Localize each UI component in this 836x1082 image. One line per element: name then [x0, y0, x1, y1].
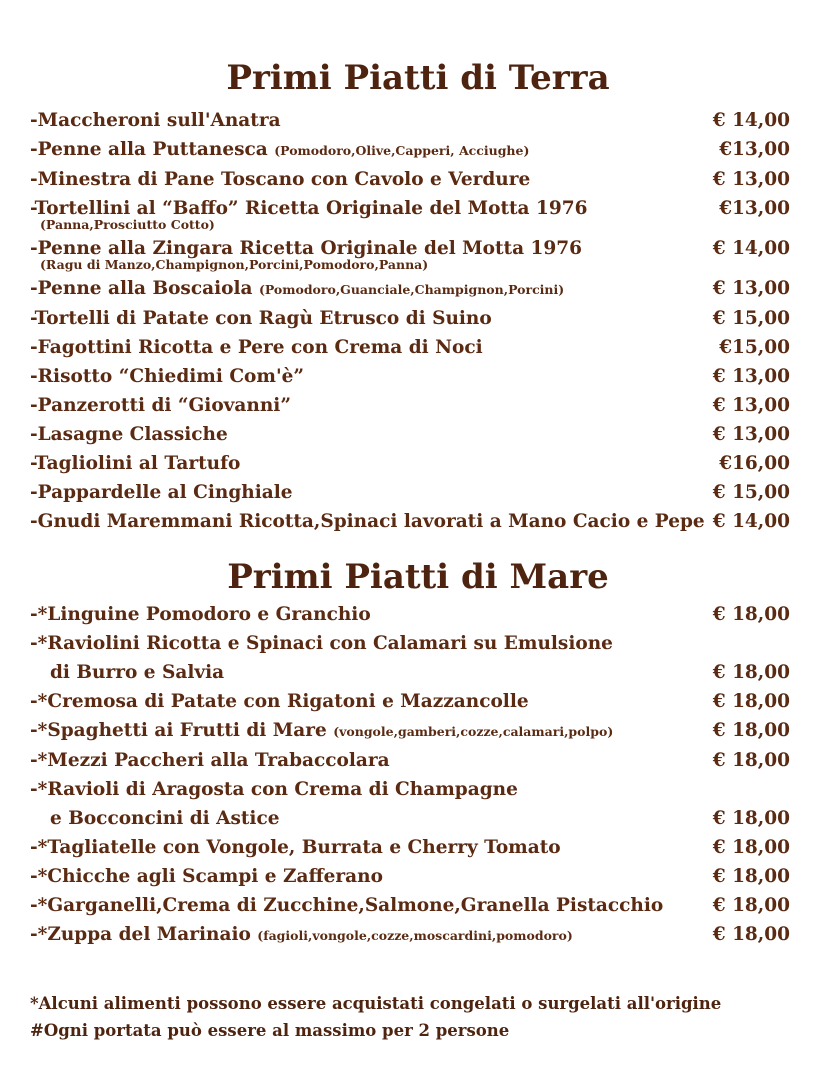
menu-item-line [30, 687, 790, 716]
menu-item-line [30, 629, 790, 658]
menu-item-line [30, 891, 790, 920]
dish-name: -*Spaghetti ai Frutti di Mare [30, 720, 327, 741]
dish-name-wrap [30, 862, 383, 891]
dish-name: -*Ravioli di Aragosta con Crema di Champagne [30, 779, 518, 800]
dish-name: -*Linguine Pomodoro e Granchio [30, 604, 371, 625]
dish-name: -*Cremosa di Patate con Rigatoni e Mazzancolle [30, 691, 529, 712]
dish-name: -Pappardelle al Cinghiale [30, 482, 293, 503]
dish-name: -Lasagne Classiche [30, 424, 228, 445]
menu-item [30, 833, 790, 862]
dish-name: -Penne alla Boscaiola [30, 278, 253, 299]
dish-name: -Penne alla Zingara Ricetta Originale del Motta 1976 [30, 238, 583, 259]
menu-item [30, 862, 790, 891]
dish-name: -Penne alla Puttanesca [30, 139, 268, 160]
dish-name: -Tagliolini al Tartufo [30, 453, 241, 474]
menu-item-line [30, 449, 790, 478]
dish-name: -Panzerotti di “Giovanni” [30, 395, 291, 416]
dish-price: € 13,00 [712, 424, 790, 445]
menu-item-line [30, 333, 790, 362]
dish-price: € 15,00 [712, 482, 790, 503]
menu-item [30, 600, 790, 629]
dish-price: € 14,00 [712, 511, 790, 532]
dish-price: € 13,00 [712, 395, 790, 416]
menu-item-continuation [30, 658, 790, 687]
menu-item [30, 478, 790, 507]
dish-name-wrap [30, 106, 281, 135]
dish-name: -Risotto “Chiedimi Com'è” [30, 366, 305, 387]
dish-name: -Maccheroni sull'Anatra [30, 110, 281, 131]
dish-price: € 18,00 [712, 866, 790, 887]
dish-name: -*Garganelli,Crema di Zucchine,Salmone,Granella Pistacchio [30, 895, 664, 916]
menu-item [30, 687, 790, 716]
dish-name-wrap [30, 449, 240, 478]
menu-item [30, 333, 790, 362]
dish-name: -*Raviolini Ricotta e Spinaci con Calamari su Emulsione [30, 633, 613, 654]
dish-name: -Tortellini al “Baffo” Ricetta Originale del Motta 1976 [30, 198, 588, 219]
footnote-frozen: *Alcuni alimenti possono essere acquistati congelati o surgelati all'origine [30, 994, 722, 1013]
dish-price: € 13,00 [712, 278, 790, 299]
menu-item-line [30, 478, 790, 507]
dish-name: -Gnudi Maremmani Ricotta,Spinaci lavorati a Mano Cacio e Pepe [30, 511, 705, 532]
menu-item-line [30, 274, 790, 304]
menu-item [30, 106, 790, 135]
dish-price: € 18,00 [712, 691, 790, 712]
dish-name-wrap [30, 507, 705, 536]
footnote-portion: #Ogni portata può essere al massimo per 2 persone [30, 1021, 510, 1040]
dish-description: (vongole,gamberi,cozze,calamari,polpo) [333, 724, 614, 739]
menu-item [30, 775, 790, 833]
menu-item [30, 629, 790, 687]
dish-name-wrap [30, 333, 483, 362]
dish-price: € 14,00 [712, 238, 790, 259]
menu-item-line [30, 600, 790, 629]
menu-item-line [30, 391, 790, 420]
menu-item-line [30, 304, 790, 333]
dish-price: € 18,00 [712, 808, 790, 829]
menu-item [30, 420, 790, 449]
dish-name-wrap [30, 165, 530, 194]
dish-price: € 13,00 [712, 169, 790, 190]
dish-name-wrap [30, 600, 371, 629]
dish-name-wrap [30, 891, 663, 920]
dish-name: -*Mezzi Paccheri alla Trabaccolara [30, 750, 390, 771]
dish-name-wrap [30, 135, 529, 165]
menu-item-line [30, 746, 790, 775]
menu-item-line [30, 833, 790, 862]
menu-item [30, 920, 790, 950]
menu-item [30, 304, 790, 333]
dish-price: € 18,00 [712, 895, 790, 916]
dish-name: -*Zuppa del Marinaio [30, 924, 251, 945]
dish-price: € 18,00 [712, 924, 790, 945]
menu-item-line [30, 106, 790, 135]
dish-name: -Tortelli di Patate con Ragù Etrusco di Suino [30, 308, 492, 329]
menu-item [30, 391, 790, 420]
dish-description: (Pomodoro,Olive,Capperi, Acciughe) [274, 143, 530, 158]
dish-price: €13,00 [719, 139, 790, 160]
menu-item [30, 194, 790, 232]
menu-item [30, 746, 790, 775]
menu-item [30, 274, 790, 304]
dish-name-wrap [30, 391, 291, 420]
dish-description: (fagioli,vongole,cozze,moscardini,pomodoro) [257, 928, 573, 943]
menu-item-line [30, 135, 790, 165]
menu-item [30, 135, 790, 165]
dish-description: (Pomodoro,Guanciale,Champignon,Porcini) [258, 282, 565, 297]
menu-item-line [30, 362, 790, 391]
dish-price: € 18,00 [712, 750, 790, 771]
menu-item-line [30, 716, 790, 746]
dish-name: -*Tagliatelle con Vongole, Burrata e Cherry Tomato [30, 837, 561, 858]
section-title-terra: Primi Piatti di Terra [226, 58, 610, 98]
dish-ingredients: (Panna,Prosciutto Cotto) [40, 217, 215, 232]
mare-menu-list [30, 600, 790, 950]
dish-price: € 13,00 [712, 366, 790, 387]
dish-name-continued: di Burro e Salvia [50, 662, 225, 683]
dish-name-continued: e Bocconcini di Astice [50, 808, 280, 829]
dish-name-wrap [30, 716, 613, 746]
dish-ingredients: (Ragu di Manzo,Champignon,Porcini,Pomodoro,Panna) [40, 257, 429, 272]
dish-name-wrap [30, 833, 561, 862]
menu-item [30, 165, 790, 194]
dish-name-wrap [30, 420, 228, 449]
menu-item-line [30, 775, 790, 804]
dish-price: €16,00 [719, 453, 790, 474]
dish-name: -Fagottini Ricotta e Pere con Crema di Noci [30, 337, 483, 358]
dish-name: -*Chicche agli Scampi e Zafferano [30, 866, 383, 887]
dish-name-wrap [30, 920, 573, 950]
dish-price: €13,00 [719, 198, 790, 219]
menu-item-line [30, 165, 790, 194]
dish-price: €15,00 [719, 337, 790, 358]
menu-item [30, 362, 790, 391]
menu-item [30, 891, 790, 920]
menu-item-line [30, 507, 790, 536]
menu-item-continuation [30, 804, 790, 833]
dish-name-wrap [30, 274, 564, 304]
menu-item-line [30, 420, 790, 449]
dish-price: € 18,00 [712, 837, 790, 858]
dish-name-wrap [30, 362, 304, 391]
dish-price: € 18,00 [712, 662, 790, 683]
dish-name-wrap [30, 478, 293, 507]
menu-item [30, 449, 790, 478]
dish-price: € 18,00 [712, 720, 790, 741]
terra-menu-list [30, 106, 790, 536]
dish-name: -Minestra di Pane Toscano con Cavolo e Verdure [30, 169, 531, 190]
menu-item [30, 507, 790, 536]
dish-name-wrap [30, 687, 529, 716]
dish-name-wrap [30, 746, 390, 775]
footnotes [30, 990, 810, 1044]
menu-item [30, 716, 790, 746]
dish-price: € 18,00 [712, 604, 790, 625]
dish-price: € 14,00 [712, 110, 790, 131]
section-title-mare: Primi Piatti di Mare [227, 557, 609, 597]
menu-item [30, 234, 790, 272]
menu-item-line [30, 920, 790, 950]
dish-name-wrap [30, 304, 492, 333]
menu-item-line [30, 862, 790, 891]
dish-price: € 15,00 [712, 308, 790, 329]
